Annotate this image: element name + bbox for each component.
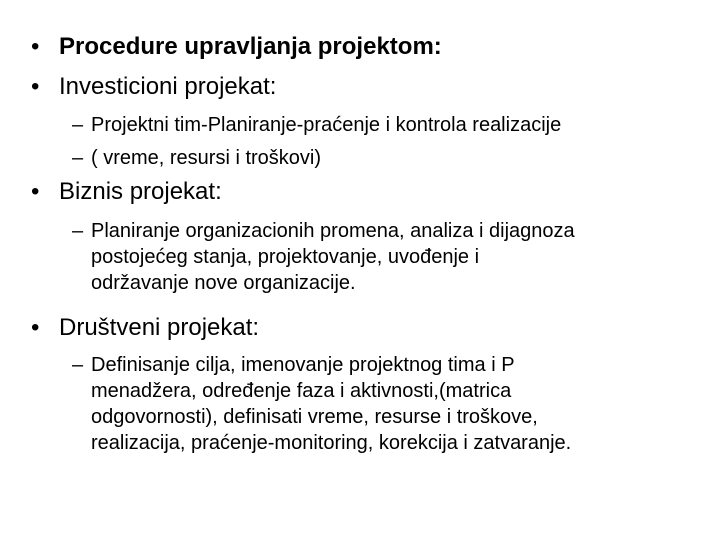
sub-item-line: realizacija, praćenje-monitoring, korekcija i zatvaranje. [91, 432, 572, 454]
bullet-text: Procedure upravljanja projektom: [59, 33, 442, 60]
bullet-icon: • [31, 33, 40, 60]
dash-icon: – [72, 354, 84, 376]
bullet-icon: • [31, 178, 40, 205]
sub-item-line: postojećeg stanja, projektovanje, uvođenje i [91, 246, 480, 268]
sub-item-text [91, 218, 575, 296]
bullet-text: Biznis projekat: [59, 178, 222, 205]
bullet-icon: • [31, 314, 40, 341]
bullet-text: Investicioni projekat: [59, 73, 277, 100]
dash-icon: – [72, 220, 84, 242]
sub-item-line: menadžera, određenje faza i aktivnosti,(matrica [91, 380, 512, 402]
sub-item-text [91, 352, 571, 456]
bullet-icon: • [31, 73, 40, 100]
dash-icon: – [72, 114, 84, 136]
sub-item-text: ( vreme, resursi i troškovi) [91, 147, 322, 169]
sub-item-text: Projektni tim-Planiranje-praćenje i kontrola realizacije [91, 114, 562, 136]
dash-icon: – [72, 147, 84, 169]
sub-item-line: Definisanje cilja, imenovanje projektnog tima i P [91, 354, 515, 376]
sub-item-line: Planiranje organizacionih promena, analiza i dijagnoza [91, 220, 575, 242]
sub-item-line: odgovornosti), definisati vreme, resurse i troškove, [91, 406, 538, 428]
bullet-text: Društveni projekat: [59, 314, 260, 341]
sub-item-line: održavanje nove organizacije. [91, 272, 356, 294]
